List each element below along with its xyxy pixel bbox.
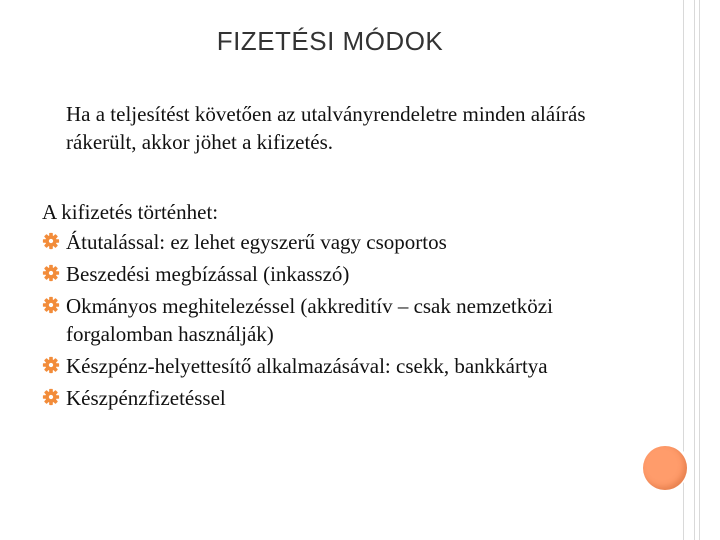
content-body	[42, 198, 642, 416]
gear-icon	[42, 356, 60, 374]
list-item-text: Készpénzfizetéssel	[66, 386, 226, 410]
list-item	[42, 228, 642, 256]
list-item	[42, 292, 642, 348]
list-item	[42, 260, 642, 288]
list-lead: A kifizetés történhet:	[42, 200, 219, 224]
decorative-circle	[643, 446, 687, 490]
list-item-text: Készpénz-helyettesítő alkalmazásával: csekk, bankkártya	[66, 354, 548, 378]
list-item-text: Beszedési megbízással (inkasszó)	[66, 262, 350, 286]
intro-paragraph: Ha a teljesítést követően az utalványrendeletre minden aláírás rákerült, akkor jöhet a kifizetés.	[66, 102, 586, 154]
list-item-text: Okmányos meghitelezéssel (akkreditív – csak nemzetközi forgalomban használják)	[66, 294, 553, 346]
slide-title: FIZETÉSI MÓDOK	[216, 26, 444, 56]
gear-icon	[42, 264, 60, 282]
gear-icon	[42, 388, 60, 406]
gear-icon	[42, 232, 60, 250]
list-item-text: Átutalással: ez lehet egyszerű vagy csoportos	[66, 230, 447, 254]
list-item	[42, 352, 642, 380]
bullet-list	[42, 228, 642, 412]
decorative-border-line	[699, 0, 700, 540]
gear-icon	[42, 296, 60, 314]
decorative-border-line	[694, 0, 695, 540]
list-item	[42, 384, 642, 412]
